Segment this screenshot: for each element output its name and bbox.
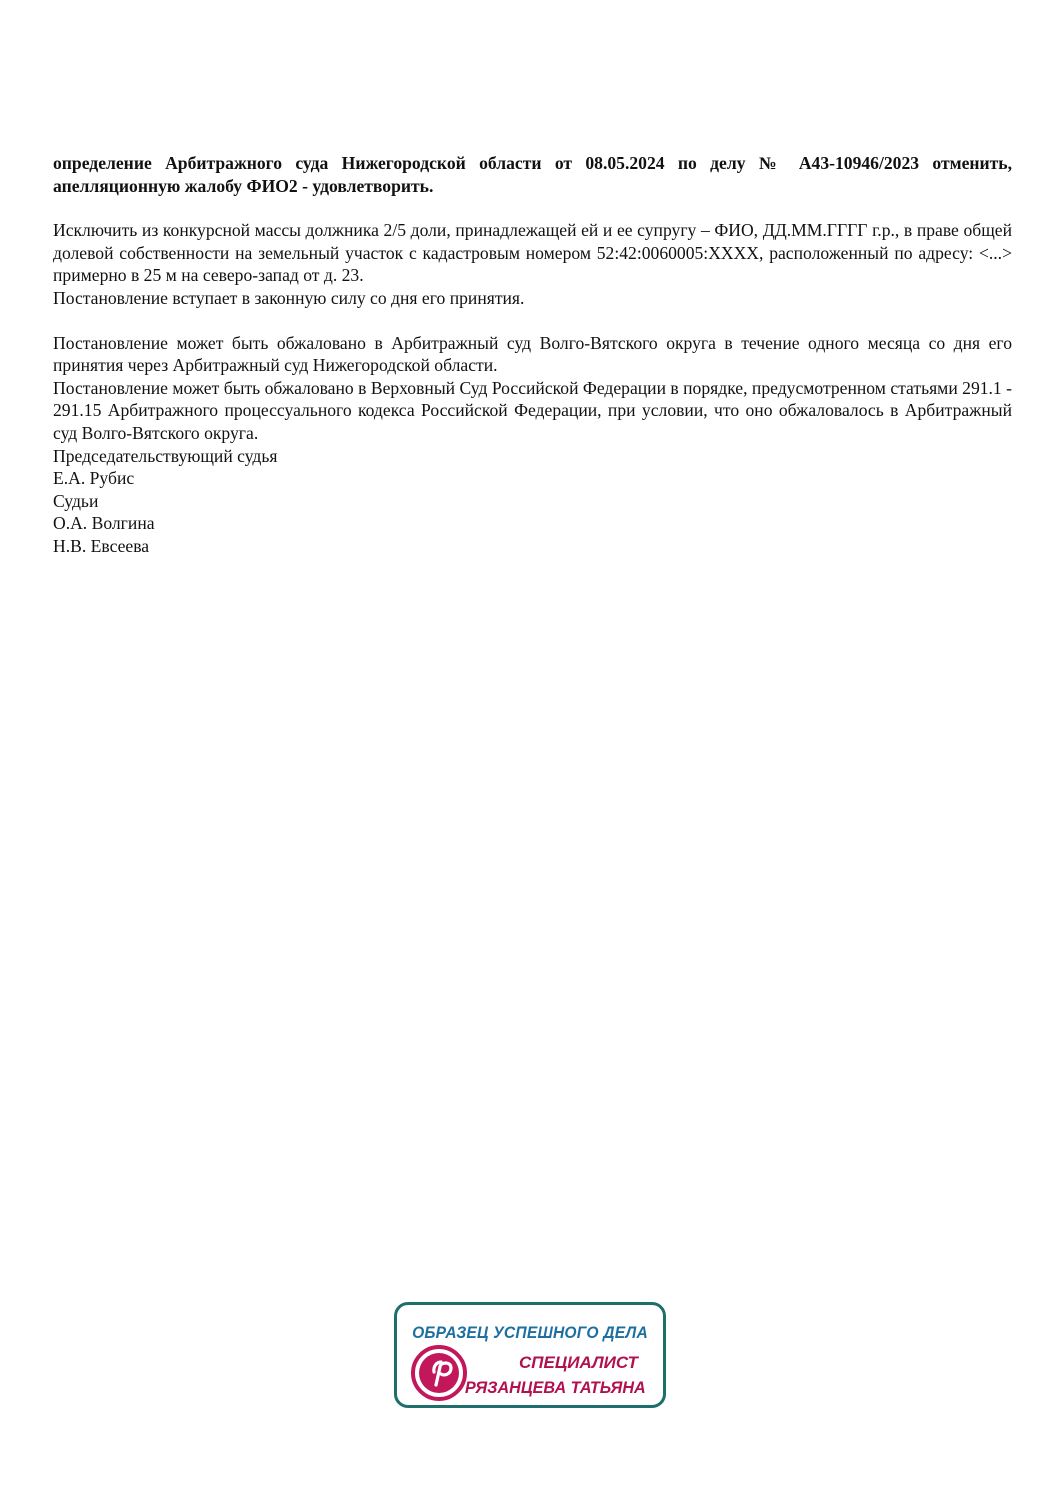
paragraph-gap <box>53 197 1012 219</box>
exclusion-paragraph: Исключить из конкурсной массы должника 2/5 доли, принадлежащей ей и ее супругу – ФИО, ДД.ММ.ГГГГ г.р., в праве общей долевой собственности на земельный участок с кадастровым номером 52:42:0060005:XXXX, расположенный по адресу: <...> примерно в 25 м на северо-запад от д. 23. <box>53 220 1012 286</box>
operative-part: определение Арбитражного суда Нижегородской области от 08.05.2024 по делу № А43-10946/2023 отменить, апелляционную жалобу ФИО2 - удовлетворить. <box>53 153 1012 196</box>
stamp-title: ОБРАЗЕЦ УСПЕШНОГО ДЕЛА <box>412 1323 648 1342</box>
sample-case-stamp <box>394 1302 666 1408</box>
judge-name-1: О.А. Волгина <box>53 513 155 534</box>
document-body <box>53 152 1012 558</box>
pinterest-icon <box>410 1344 468 1402</box>
paragraph-gap <box>53 310 1012 332</box>
presiding-judge-title: Председательствующий судья <box>53 445 278 466</box>
judge-name-2: Н.В. Евсеева <box>53 535 150 556</box>
appeal-paragraph-2: Постановление может быть обжаловано в Верховный Суд Российской Федерации в порядке, предусмотренном статьями 291.1 - 291.15 Арбитражного процессуального кодекса Российской Федерации, при условии, что оно обжаловалось в Арбитражный суд Волго-Вятского округа. <box>53 377 1012 443</box>
effect-paragraph: Постановление вступает в законную силу со дня его принятия. <box>53 287 525 308</box>
stamp-specialist-name: РЯЗАНЦЕВА ТАТЬЯНА <box>465 1378 646 1397</box>
stamp-specialist-label: СПЕЦИАЛИСТ <box>519 1353 638 1372</box>
judges-title: Судьи <box>53 490 99 511</box>
appeal-paragraph-1: Постановление может быть обжаловано в Арбитражный суд Волго-Вятского округа в течение одного месяца со дня его принятия через Арбитражный суд Нижегородской области. <box>53 332 1012 376</box>
presiding-judge-name: Е.А. Рубис <box>53 468 135 489</box>
